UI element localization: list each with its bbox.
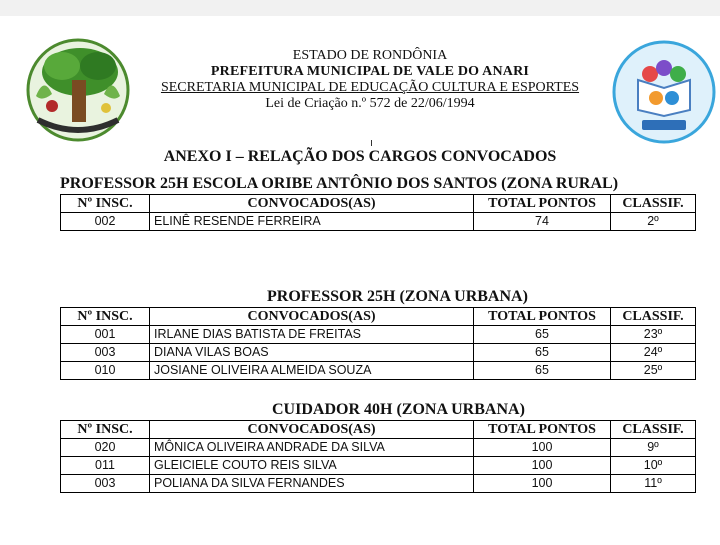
classif-cell: 9º — [611, 439, 696, 457]
name-cell: ELINÊ RESENDE FERREIRA — [150, 213, 474, 231]
name-cell: MÔNICA OLIVEIRA ANDRADE DA SILVA — [150, 439, 474, 457]
points-cell: 100 — [474, 475, 611, 493]
classif-cell: 24º — [611, 344, 696, 362]
name-cell: GLEICIELE COUTO REIS SILVA — [150, 457, 474, 475]
table-row — [61, 475, 696, 493]
insc-cell: 011 — [61, 457, 150, 475]
municipal-coat-of-arms-logo — [22, 36, 134, 144]
name-cell: IRLANE DIAS BATISTA DE FREITAS — [150, 326, 474, 344]
column-header: Nº INSC. — [61, 421, 150, 439]
document-header — [150, 48, 590, 112]
table-row — [61, 457, 696, 475]
points-cell: 74 — [474, 213, 611, 231]
text-cursor-mark — [371, 140, 372, 146]
classif-cell: 23º — [611, 326, 696, 344]
insc-cell: 001 — [61, 326, 150, 344]
points-cell: 100 — [474, 439, 611, 457]
table-row — [61, 213, 696, 231]
points-cell: 65 — [474, 326, 611, 344]
name-cell: JOSIANE OLIVEIRA ALMEIDA SOUZA — [150, 362, 474, 380]
column-header: CONVOCADOS(AS) — [150, 421, 474, 439]
secretaria-name: SECRETARIA MUNICIPAL DE EDUCAÇÃO CULTURA E ESPORTES — [160, 80, 580, 95]
classif-cell: 25º — [611, 362, 696, 380]
column-header: CLASSIF. — [611, 195, 696, 213]
column-header: TOTAL PONTOS — [474, 308, 611, 326]
insc-cell: 002 — [61, 213, 150, 231]
results-table — [60, 420, 696, 493]
classif-cell: 10º — [611, 457, 696, 475]
column-header: Nº INSC. — [61, 195, 150, 213]
classif-cell: 11º — [611, 475, 696, 493]
insc-cell: 020 — [61, 439, 150, 457]
column-header: CLASSIF. — [611, 308, 696, 326]
prefeitura-name: PREFEITURA MUNICIPAL DE VALE DO ANARI — [210, 64, 530, 79]
classif-cell: 2º — [611, 213, 696, 231]
state-name: ESTADO DE RONDÔNIA — [292, 48, 448, 63]
table-row — [61, 439, 696, 457]
results-table — [60, 307, 696, 380]
column-header: CONVOCADOS(AS) — [150, 195, 474, 213]
column-header: CLASSIF. — [611, 421, 696, 439]
results-table — [60, 194, 696, 231]
insc-cell: 003 — [61, 475, 150, 493]
points-cell: 100 — [474, 457, 611, 475]
insc-cell: 003 — [61, 344, 150, 362]
table-row — [61, 362, 696, 380]
points-cell: 65 — [474, 362, 611, 380]
table-row — [61, 344, 696, 362]
semece-logo — [612, 40, 716, 144]
table-row — [61, 326, 696, 344]
column-header: TOTAL PONTOS — [474, 421, 611, 439]
points-cell: 65 — [474, 344, 611, 362]
table-header-row — [61, 308, 696, 326]
table-header-row — [61, 195, 696, 213]
column-header: Nº INSC. — [61, 308, 150, 326]
name-cell: POLIANA DA SILVA FERNANDES — [150, 475, 474, 493]
section-title: PROFESSOR 25H (ZONA URBANA) — [267, 288, 528, 305]
table-header-row — [61, 421, 696, 439]
column-header: CONVOCADOS(AS) — [150, 308, 474, 326]
section-title: CUIDADOR 40H (ZONA URBANA) — [272, 401, 525, 418]
creation-law: Lei de Criação n.º 572 de 22/06/1994 — [265, 96, 475, 111]
name-cell: DIANA VILAS BOAS — [150, 344, 474, 362]
column-header: TOTAL PONTOS — [474, 195, 611, 213]
annex-title: ANEXO I – RELAÇÃO DOS CARGOS CONVOCADOS — [163, 148, 557, 165]
insc-cell: 010 — [61, 362, 150, 380]
section-title: PROFESSOR 25H ESCOLA ORIBE ANTÔNIO DOS SANTOS (ZONA RURAL) — [60, 175, 619, 192]
